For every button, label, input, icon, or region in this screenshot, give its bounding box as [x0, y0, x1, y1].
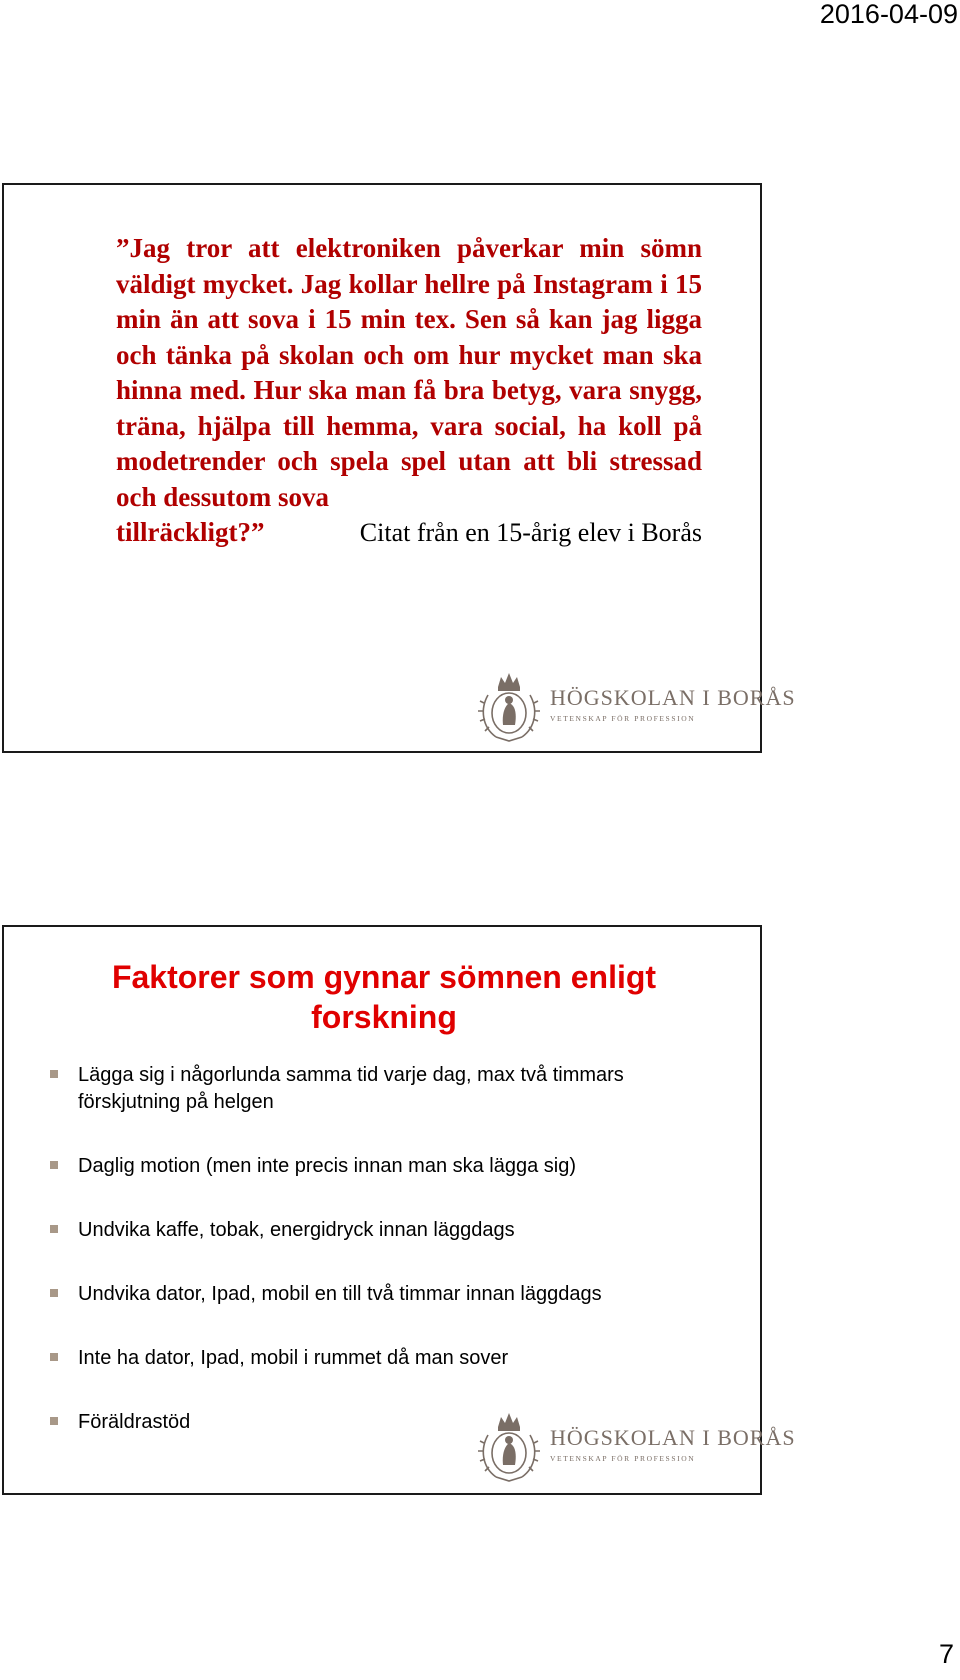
university-logo [474, 1405, 796, 1483]
list-item: Undvika kaffe, tobak, energidryck innan läggdags [48, 1217, 708, 1244]
list-item: Lägga sig i någorlunda samma tid varje dag, max två timmars förskjutning på helgen [48, 1062, 708, 1116]
bullet-square-icon [50, 1289, 58, 1297]
quote-end: tillräckligt?” [116, 517, 265, 547]
heading-line-1: Faktorer som gynnar sömnen enligt [111, 959, 657, 995]
slide-heading [4, 957, 764, 1037]
quote-last-line [116, 515, 702, 551]
slide-quote [2, 183, 796, 753]
logo-tagline: VETENSKAP FÖR PROFESSION [550, 714, 696, 723]
bullet-square-icon [50, 1161, 58, 1169]
page-date: 2016-04-09 [819, 0, 958, 29]
heading-line-2: forskning [311, 999, 457, 1035]
crest-icon [474, 665, 544, 743]
quote-citation: Citat från en 15-årig elev i Borås [359, 518, 702, 547]
slide-factors [2, 925, 796, 1495]
quote-text [116, 231, 702, 551]
bullet-square-icon [50, 1353, 58, 1361]
university-logo [474, 665, 796, 743]
quote-body: ”Jag tror att elektroniken påverkar min sömn väldigt mycket. Jag kollar hellre på Instagram i 15 min än att sova i 15 min tex. Sen så kan jag ligga och tänka på skolan och om hur mycket man ska hinna med. Hur ska man få bra betyg, vara snygg, träna, hjälpa till hemma, vara social, ha koll på modetrender och spela spel utan att bli stressad och dessutom sova [116, 233, 702, 512]
list-item: Inte ha dator, Ipad, mobil i rummet då man sover [48, 1345, 708, 1372]
bullet-square-icon [50, 1225, 58, 1233]
bullet-square-icon [50, 1417, 58, 1425]
crest-icon [474, 1405, 544, 1483]
logo-name: HÖGSKOLAN I BORÅS [550, 1425, 796, 1450]
list-item: Undvika dator, Ipad, mobil en till två timmar innan läggdags [48, 1281, 708, 1308]
page-number: 7 [938, 1639, 954, 1669]
bullet-square-icon [50, 1070, 58, 1078]
list-item: Föräldrastöd [48, 1409, 708, 1436]
logo-name: HÖGSKOLAN I BORÅS [550, 685, 796, 710]
list-item: Daglig motion (men inte precis innan man ska lägga sig) [48, 1153, 708, 1180]
logo-tagline: VETENSKAP FÖR PROFESSION [550, 1454, 696, 1463]
